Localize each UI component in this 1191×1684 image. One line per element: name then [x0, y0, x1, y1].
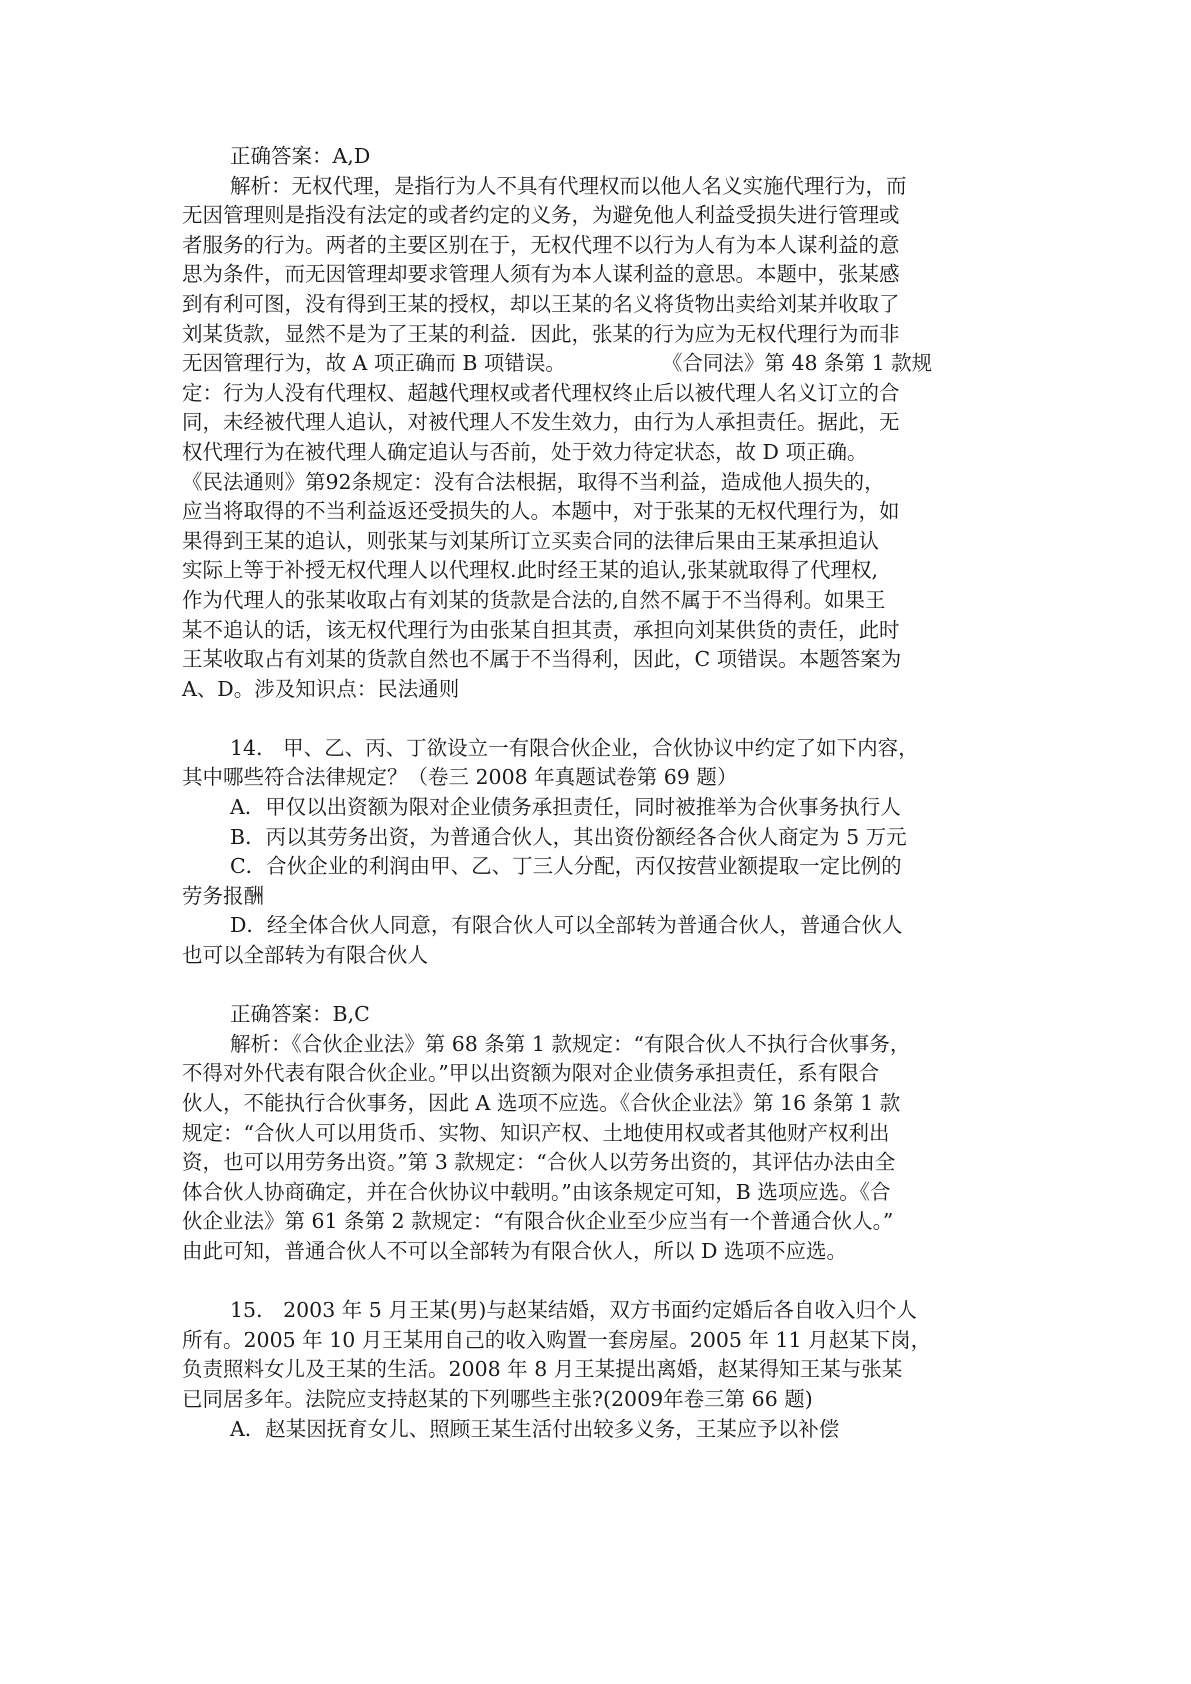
answer-line: 正确答案：A,D [230, 144, 371, 168]
explanation-line: 权代理行为在被代理人确定追认与否前，处于效力待定状态，故 D 项正确。 [182, 439, 868, 464]
explanation-line: 定：行为人没有代理权、超越代理权或者代理权终止后以被代理人名义订立的合 [182, 380, 900, 405]
explanation-line: 王某收取占有刘某的货款自然也不属于不当得利，因此，C 项错误。本题答案为 [182, 647, 902, 672]
explanation-line: 无因管理则是指没有法定的或者约定的义务，为避免他人利益受损失进行管理或 [182, 203, 900, 228]
paragraph-gap [182, 704, 1014, 734]
explanation-line: 刘某货款，显然不是为了王某的利益．因此，张某的行为应为无权代理行为而非 [182, 321, 900, 346]
explanation-line: 体合伙人协商确定，并在合伙协议中载明。”由该条规定可知，B 选项应选。《合 [182, 1179, 891, 1204]
option-c: 劳务报酬 [182, 883, 264, 908]
question-stem: 14． 甲、乙、丙、丁欲设立一有限合伙企业，合伙协议中约定了如下内容， [230, 735, 919, 760]
paragraph-gap [182, 1267, 1014, 1297]
explanation-line: 同，未经被代理人追认，对被代理人不发生效力，由行为人承担责任。据此，无 [182, 410, 900, 435]
question-stem: 所有。2005 年 10 月王某用自己的收入购置一套房屋。2005 年 11 月赵某下岗， [182, 1327, 932, 1352]
explanation-line: 资，也可以用劳务出资。”第 3 款规定：“合伙人以劳务出资的，其评估办法由全 [182, 1150, 896, 1175]
option-a: A．甲仅以出资额为限对企业债务承担责任，同时被推举为合伙事务执行人 [230, 795, 901, 820]
option-d: 也可以全部转为有限合伙人 [182, 943, 428, 968]
explanation-line: 规定：“合伙人可以用货币、实物、知识产权、土地使用权或者其他财产权利出 [182, 1120, 890, 1145]
document-page [182, 142, 1014, 1444]
explanation-line: 伙人，不能执行合伙事务，因此 A 选项不应选。《合伙企业法》第 16 条第 1 款 [182, 1091, 901, 1115]
explanation-line: 实际上等于补授无权代理人以代理权.此时经王某的追认,张某就取得了代理权, [182, 558, 879, 583]
option-a: A．赵某因抚育女儿、照顾王某生活付出较多义务，王某应予以补偿 [230, 1416, 840, 1441]
option-d: D．经全体合伙人同意，有限合伙人可以全部转为普通合伙人，普通合伙人 [230, 913, 903, 938]
question-stem: 负责照料女儿及王某的生活。2008 年 8 月王某提出离婚，赵某得知王某与张某 [182, 1357, 903, 1382]
explanation-line: 解析：《合伙企业法》第 68 条第 1 款规定：“有限合伙人不执行合伙事务， [230, 1031, 911, 1056]
question-stem: 其中哪些符合法律规定？（卷三 2008 年真题试卷第 69 题） [182, 765, 738, 790]
answer-line: 正确答案：B,C [230, 1002, 370, 1027]
explanation-line: 某不追认的话，该无权代理行为由张某自担其责，承担向刘某供货的责任，此时 [182, 617, 900, 642]
option-b: B．丙以其劳务出资，为普通合伙人，其出资份额经各合伙人商定为 5 万元 [230, 824, 907, 849]
explanation-line: 应当将取得的不当利益返还受损失的人。本题中，对于张某的无权代理行为，如 [182, 499, 900, 524]
explanation-line: 者服务的行为。两者的主要区别在于，无权代理不以行为人有为本人谋利益的意 [182, 232, 900, 257]
explanation-line [182, 349, 1014, 379]
explanation-line: 到有利可图，没有得到王某的授权，却以王某的名义将货物出卖给刘某并收取了 [182, 291, 900, 316]
explanation-line: 解析：无权代理，是指行为人不具有代理权而以他人名义实施代理行为，而 [230, 173, 907, 198]
explanation-segment: 《合同法》第 48 条第 1 款规 [661, 351, 933, 376]
explanation-line: A、D。涉及知识点：民法通则 [182, 676, 460, 701]
option-c: C．合伙企业的利润由甲、乙、丁三人分配，丙仅按营业额提取一定比例的 [230, 854, 902, 879]
question-stem: 已同居多年。法院应支持赵某的下列哪些主张?(2009年卷三第 66 题) [182, 1386, 813, 1411]
explanation-line: 不得对外代表有限合伙企业。”甲以出资额为限对企业债务承担责任，系有限合 [182, 1061, 880, 1086]
explanation-line: 伙企业法》第 61 条第 2 款规定：“有限合伙企业至少应当有一个普通合伙人。” [182, 1209, 894, 1234]
paragraph-gap [182, 971, 1014, 1001]
question-stem: 15． 2003 年 5 月王某(男)与赵某结婚，双方书面约定婚后各自收入归个人 [230, 1298, 917, 1323]
explanation-line: 果得到王某的追认，则张某与刘某所订立买卖合同的法律后果由王某承担追认 [182, 528, 879, 553]
explanation-segment: 无因管理行为，故 A 项正确而 B 项错误。 [182, 351, 566, 376]
explanation-line: 作为代理人的张某收取占有刘某的货款是合法的,自然不属于不当得利。如果王 [182, 587, 886, 612]
explanation-line: 思为条件，而无因管理却要求管理人须有为本人谋利益的意思。本题中，张某感 [182, 262, 900, 287]
explanation-line: 《民法通则》第92条规定：没有合法根据，取得不当利益，造成他人损失的， [182, 469, 885, 494]
explanation-line: 由此可知，普通合伙人不可以全部转为有限合伙人，所以 D 选项不应选。 [182, 1238, 847, 1263]
